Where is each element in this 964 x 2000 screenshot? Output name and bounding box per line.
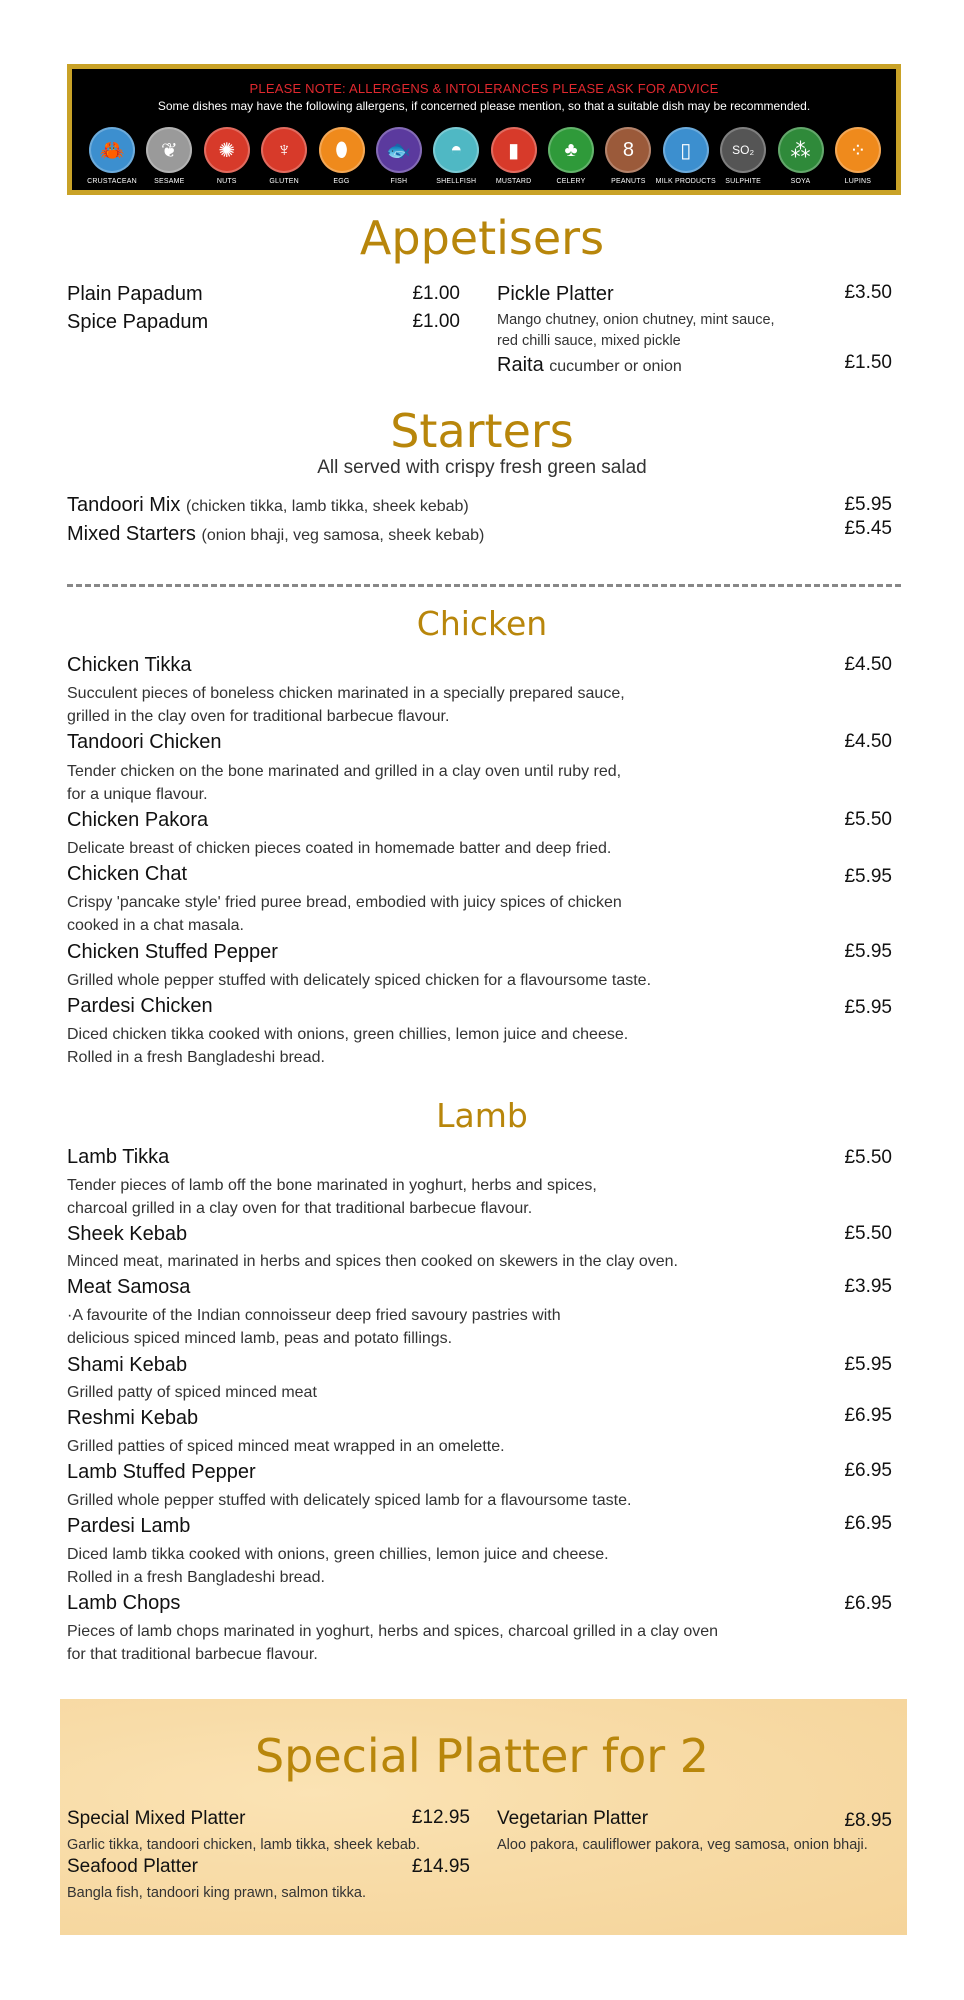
allergen-sesame <box>142 127 196 189</box>
menu-item-detail: cucumber or onion <box>549 358 682 375</box>
menu-item-name: Pardesi Lamb <box>67 1515 191 1537</box>
allergen-label: MILK PRODUCTS <box>655 178 716 185</box>
menu-item-name: Chicken Stuffed Pepper <box>67 941 278 963</box>
menu-item-name: Lamb Chops <box>67 1592 181 1614</box>
menu-item-description: ·A favourite of the Indian connoisseur deep fried savoury pastries with <box>67 1307 561 1324</box>
allergen-label: EGG <box>333 178 350 185</box>
menu-item-name: Pardesi Chicken <box>67 995 213 1017</box>
allergen-shellfish <box>429 127 483 189</box>
starters-heading: Starters <box>390 404 574 458</box>
milk-icon: ▯ <box>663 127 709 173</box>
menu-item-price: £3.50 <box>844 282 892 303</box>
menu-item-description: Bangla fish, tandoori king prawn, salmon tikka. <box>67 1885 367 1901</box>
menu-item-name <box>497 354 682 377</box>
menu-item-description: Delicate breast of chicken pieces coated in homemade batter and deep fried. <box>67 840 612 857</box>
menu-item-price: £5.95 <box>844 1354 892 1375</box>
menu-item-description: for that traditional barbecue flavour. <box>67 1646 318 1663</box>
menu-item-description: for a unique flavour. <box>67 786 208 803</box>
sesame-icon: ❦ <box>146 127 192 173</box>
menu-item-name: Sheek Kebab <box>67 1223 188 1245</box>
allergen-celery <box>544 127 598 189</box>
menu-item-name: Vegetarian Platter <box>497 1808 649 1829</box>
menu-item-price: £6.95 <box>844 1593 892 1614</box>
menu-item-name-text: Mixed Starters <box>67 523 196 545</box>
allergen-label: NUTS <box>216 178 237 185</box>
shell-icon: ◓ <box>433 127 479 173</box>
menu-item-price: £5.95 <box>844 941 892 962</box>
menu-item-description: delicious spiced minced lamb, peas and potato fillings. <box>67 1330 453 1347</box>
menu-item-price: £5.95 <box>844 866 892 887</box>
menu-item-name: Lamb Tikka <box>67 1146 170 1168</box>
menu-item-name: Tandoori Chicken <box>67 731 222 753</box>
menu-item-price: £6.95 <box>844 1405 892 1426</box>
allergen-label: CRUSTACEAN <box>87 178 137 185</box>
wheat-icon: ♆ <box>261 127 307 173</box>
menu-item-description: Minced meat, marinated in herbs and spices then cooked on skewers in the clay oven. <box>67 1253 678 1270</box>
fish-icon: 🐟 <box>376 127 422 173</box>
menu-item-price: £1.00 <box>412 283 460 304</box>
peanut-icon: 8 <box>605 127 651 173</box>
celery-icon: ♣ <box>548 127 594 173</box>
allergen-crustacean <box>85 127 139 189</box>
menu-item-price: £5.95 <box>844 494 892 515</box>
allergen-subtitle: Some dishes may have the following allergens, if concerned please mention, so that a suitable dish may be recommended. <box>157 99 811 113</box>
menu-item-name: Plain Papadum <box>67 283 203 305</box>
menu-item-name <box>67 523 484 546</box>
menu-item-description: Succulent pieces of boneless chicken marinated in a specially prepared sauce, <box>67 685 625 702</box>
menu-item-description: red chilli sauce, mixed pickle <box>497 333 681 349</box>
menu-item-price: £5.50 <box>844 1147 892 1168</box>
menu-item-description: Grilled patties of spiced minced meat wrapped in an omelette. <box>67 1438 505 1455</box>
menu-item-description: Crispy 'pancake style' fried puree bread, embodied with juicy spices of chicken <box>67 894 622 911</box>
menu-item-detail: (onion bhaji, veg samosa, sheek kebab) <box>201 527 485 544</box>
menu-item-description: Grilled whole pepper stuffed with delicately spiced lamb for a flavoursome taste. <box>67 1492 632 1509</box>
soya-icon: ⁂ <box>778 127 824 173</box>
menu-item-price: £14.95 <box>411 1856 470 1877</box>
menu-item-description: Grilled whole pepper stuffed with delicately spiced chicken for a flavoursome taste. <box>67 972 652 989</box>
menu-item-description: Tender chicken on the bone marinated and grilled in a clay oven until ruby red, <box>67 763 622 780</box>
menu-item-description: cooked in a chat masala. <box>67 917 244 934</box>
menu-item-name: Chicken Tikka <box>67 654 192 676</box>
lamb-heading: Lamb <box>436 1096 528 1135</box>
menu-item-name-text: Raita <box>497 354 544 376</box>
menu-item-description: Rolled in a fresh Bangladeshi bread. <box>67 1569 325 1586</box>
allergen-title: PLEASE NOTE: ALLERGENS & INTOLERANCES PLEASE ASK FOR ADVICE <box>249 81 719 96</box>
menu-item-price: £6.95 <box>844 1460 892 1481</box>
nut-icon: ✺ <box>204 127 250 173</box>
allergen-lupins <box>831 127 885 189</box>
menu-item-price: £1.00 <box>412 311 460 332</box>
menu-item-price: £4.50 <box>844 731 892 752</box>
allergen-sulphite <box>716 127 770 189</box>
menu-item-description: Tender pieces of lamb off the bone marinated in yoghurt, herbs and spices, <box>67 1177 597 1194</box>
menu-item-description: Pieces of lamb chops marinated in yoghurt, herbs and spices, charcoal grilled in a clay oven <box>67 1623 719 1640</box>
menu-item-description: Mango chutney, onion chutney, mint sauce, <box>497 312 775 328</box>
section-divider <box>67 584 901 587</box>
menu-item-description: grilled in the clay oven for traditional barbecue flavour. <box>67 708 450 725</box>
allergen-label: PEANUTS <box>611 178 646 185</box>
menu-item-name: Chicken Chat <box>67 863 188 885</box>
allergen-nuts <box>200 127 254 189</box>
menu-item-name: Chicken Pakora <box>67 809 209 831</box>
allergen-icon-row <box>85 127 885 189</box>
allergen-label: LUPINS <box>844 178 872 185</box>
allergen-label: SHELLFISH <box>436 178 477 185</box>
sulphite-icon: SO₂ <box>720 127 766 173</box>
chicken-heading: Chicken <box>416 604 548 643</box>
allergen-fish <box>372 127 426 189</box>
menu-item-name: Reshmi Kebab <box>67 1407 199 1429</box>
menu-item-price: £12.95 <box>411 1807 470 1828</box>
menu-item-name: Spice Papadum <box>67 311 209 333</box>
appetisers-heading: Appetisers <box>359 211 605 265</box>
menu-item-detail: (chicken tikka, lamb tikka, sheek kebab) <box>185 498 469 515</box>
allergen-gluten <box>257 127 311 189</box>
allergen-egg <box>315 127 369 189</box>
allergen-peanuts <box>601 127 655 189</box>
menu-item-description: Rolled in a fresh Bangladeshi bread. <box>67 1049 325 1066</box>
lupin-icon: ⁘ <box>835 127 881 173</box>
crab-icon: 🦀 <box>89 127 135 173</box>
mustard-icon: ▮ <box>491 127 537 173</box>
egg-icon: ⬮ <box>319 127 365 173</box>
menu-item-price: £1.50 <box>844 352 892 373</box>
menu-item-description: Grilled patty of spiced minced meat <box>67 1384 317 1401</box>
allergen-label: GLUTEN <box>269 178 299 185</box>
menu-item-price: £5.45 <box>844 518 892 539</box>
menu-item-name-text: Tandoori Mix <box>67 494 181 516</box>
menu-item-description: charcoal grilled in a clay oven for that traditional barbecue flavour. <box>67 1200 533 1217</box>
allergen-label: SESAME <box>154 178 185 185</box>
menu-item-price: £4.50 <box>844 654 892 675</box>
allergen-mustard <box>487 127 541 189</box>
allergen-soya <box>774 127 828 189</box>
allergen-label: CELERY <box>556 178 586 185</box>
menu-item-name: Lamb Stuffed Pepper <box>67 1461 256 1483</box>
menu-item-name: Special Mixed Platter <box>67 1808 246 1829</box>
allergen-banner <box>67 64 901 195</box>
allergen-milk-products <box>655 127 716 189</box>
allergen-label: MUSTARD <box>495 178 532 185</box>
menu-item-name: Shami Kebab <box>67 1354 188 1376</box>
menu-item-price: £5.95 <box>844 997 892 1018</box>
menu-item-price: £5.50 <box>844 809 892 830</box>
menu-item-price: £5.50 <box>844 1223 892 1244</box>
allergen-label: FISH <box>390 178 408 185</box>
allergen-label: SOYA <box>790 178 811 185</box>
menu-item-name: Pickle Platter <box>497 283 614 305</box>
menu-item-name: Seafood Platter <box>67 1856 198 1877</box>
menu-item-name <box>67 494 469 517</box>
special-platter-heading: Special Platter for 2 <box>254 1729 710 1783</box>
menu-item-name: Meat Samosa <box>67 1276 191 1298</box>
menu-item-description: Aloo pakora, cauliflower pakora, veg samosa, onion bhaji. <box>497 1837 868 1853</box>
menu-item-description: Garlic tikka, tandoori chicken, lamb tikka, sheek kebab. <box>67 1837 420 1853</box>
menu-item-price: £6.95 <box>844 1513 892 1534</box>
menu-item-description: Diced chicken tikka cooked with onions, green chillies, lemon juice and cheese. <box>67 1026 629 1043</box>
starters-subtitle: All served with crispy fresh green salad <box>317 457 647 478</box>
menu-item-price: £3.95 <box>844 1276 892 1297</box>
menu-item-price: £8.95 <box>844 1810 892 1831</box>
allergen-label: SULPHITE <box>725 178 762 185</box>
menu-item-description: Diced lamb tikka cooked with onions, green chillies, lemon juice and cheese. <box>67 1546 609 1563</box>
